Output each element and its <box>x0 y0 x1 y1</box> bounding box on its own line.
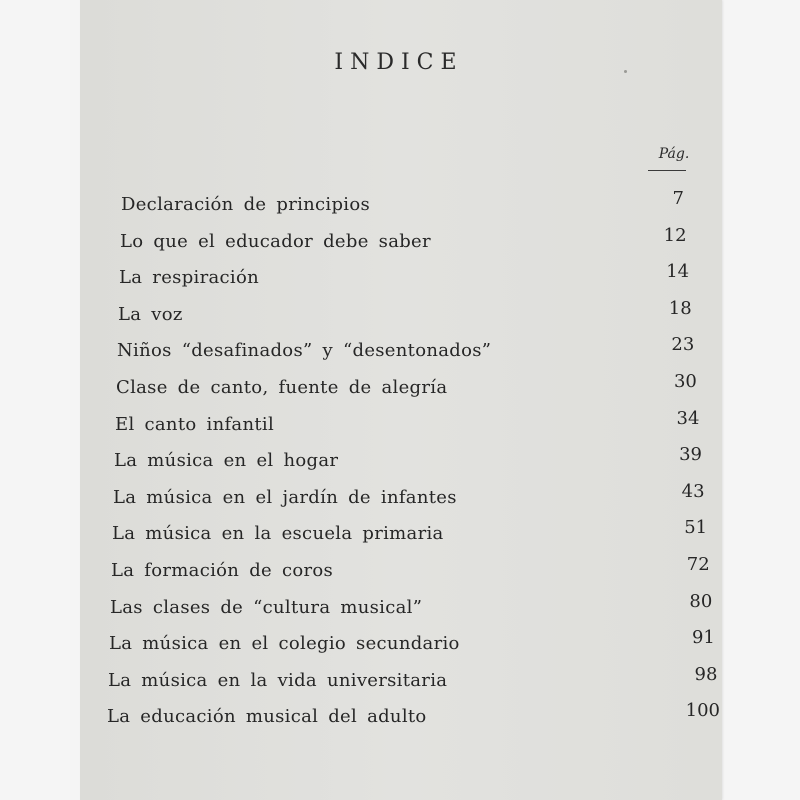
toc-entry <box>80 334 722 368</box>
toc-entry-page-number: 18 <box>668 297 692 319</box>
toc-entry-page-number: 98 <box>694 663 718 685</box>
page-title: INDICE <box>334 50 464 75</box>
toc-entry <box>80 188 722 222</box>
toc-entry-label: Niños “desafinados” y “desentonados” <box>117 340 492 362</box>
toc-entry-page-number: 43 <box>681 480 705 502</box>
toc-entry-page-number: 12 <box>663 224 687 246</box>
paper-speck <box>624 70 627 73</box>
toc-entry-label: La respiración <box>119 267 259 289</box>
toc-entry <box>80 297 722 332</box>
page-column-rule <box>648 170 686 171</box>
toc-entry-label: Lo que el educador debe saber <box>120 230 431 252</box>
toc-entry-label: La voz <box>118 303 183 325</box>
toc-entry-label: La música en el colegio secundario <box>109 633 460 655</box>
toc-entry-label: La música en el hogar <box>114 450 339 472</box>
toc-entry-label: El canto infantil <box>115 413 274 435</box>
toc-entry-page-number: 51 <box>684 517 708 539</box>
toc-entry-label: Las clases de “cultura musical” <box>110 596 423 618</box>
toc-entry-page-number: 91 <box>691 627 715 649</box>
toc-entry-label: Declaración de principios <box>121 194 371 215</box>
toc-entry <box>80 224 722 259</box>
toc-entry <box>80 700 722 734</box>
toc-entry <box>80 444 722 478</box>
page-column-header: Pág. <box>658 146 690 162</box>
toc-entry-label: La formación de coros <box>111 560 334 581</box>
toc-entry <box>80 371 722 405</box>
book-page <box>80 0 722 800</box>
toc-entry <box>80 407 722 442</box>
toc-entry-page-number: 34 <box>676 407 700 429</box>
toc-entry-page-number: 72 <box>686 554 710 575</box>
toc-entry-page-number: 80 <box>689 590 713 612</box>
toc-entry <box>80 554 722 588</box>
toc-entry-page-number: 23 <box>671 334 695 356</box>
toc-entry-label: La música en la vida universitaria <box>108 669 448 691</box>
toc-entry-label: La educación musical del adulto <box>107 706 427 728</box>
toc-entry-label: Clase de canto, fuente de alegría <box>116 377 448 398</box>
toc-entry <box>80 590 722 625</box>
toc-entry-page-number: 100 <box>685 700 720 722</box>
toc-entry <box>80 517 722 551</box>
toc-entry-page-number: 14 <box>666 261 690 283</box>
toc-entry <box>80 663 722 698</box>
toc-entry-label: La música en la escuela primaria <box>112 523 444 545</box>
toc-entry <box>80 627 722 661</box>
toc-entry <box>80 480 722 515</box>
toc-entry-label: La música en el jardín de infantes <box>113 486 457 508</box>
toc-entry-page-number: 39 <box>679 444 702 466</box>
toc-entry <box>80 261 722 295</box>
toc-entry-page-number: 30 <box>673 371 697 392</box>
toc-entry-page-number: 7 <box>672 188 684 209</box>
